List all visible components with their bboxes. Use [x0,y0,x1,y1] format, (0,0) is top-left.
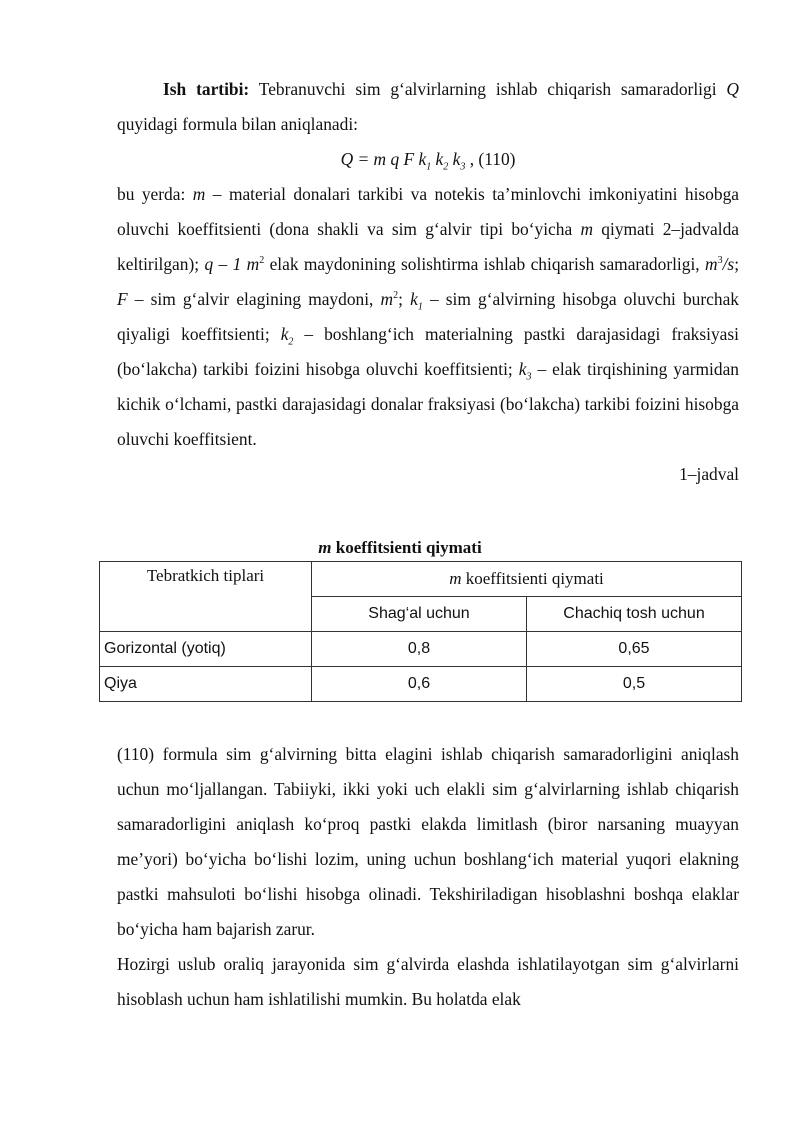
sub-1: 1 [417,301,423,313]
row-value-crushed: 0,5 [527,667,742,702]
def-text: – [213,254,233,274]
def-text: – material donalari tarkibi va notekis ta’minlovchi imkoniyatini hisobga oluvchi koeffitsienti (dona shakli va sim g‘alvir tipi bo‘yicha [117,184,739,239]
sub-3: 3 [526,371,532,383]
section-lead: Ish tartibi: [163,79,250,99]
var-m: m [580,219,594,239]
unit-m: m [705,254,718,274]
table-header-row [100,562,742,597]
unit-per-s: /s [722,254,735,274]
var-k: k [280,324,289,344]
var-m: m [192,184,206,204]
formula-sub3: 3 [460,161,466,173]
row-type: Qiya [100,667,312,702]
def-text: ; [398,289,411,309]
sub-2: 2 [288,336,294,348]
table-row [100,632,742,667]
header-crushed-stone: Chachiq tosh uchun [527,597,742,632]
formula-sub2: 2 [443,161,449,173]
header-gravel: Shag‘al uchun [312,597,527,632]
def-text: – sim g‘alvirning hisobga oluvchi burchak qiyaligi koeffitsienti; [117,289,739,344]
table-title-rest: koeffitsienti qiymati [331,538,482,557]
formula-sub1: 1 [426,161,432,173]
var-F: F [117,289,128,309]
table-title [0,538,800,558]
var-k: k [518,359,527,379]
paragraph-formula-purpose: (110) formula sim g‘alvirning bitta elagini ishlab chiqarish samaradorligini aniqlash uchun mo‘ljallangan. Tabiiyki, ikki yoki uch elakli sim g‘alvirlarning ishlab chiqarish samaradorligini aniqlash ko‘proq pastki elakda limitlash (biror narsaning muayyan me’yori) bo‘yicha bo‘lishi lozim, uning uchun boshlang‘ich material yuqori elakning pastki mahsuloti bo‘lishi hisobga olinadi. Tekshiriladigan hisoblashni boshqa elaklar bo‘yicha ham bajarish zarur. [117,744,739,939]
table-row [100,667,742,702]
def-text: – sim g‘alvir elagining maydoni, [127,289,381,309]
header-m-rest: koeffitsienti qiymati [461,569,604,588]
def-text: bu yerda: [117,184,193,204]
page-body-after-table [117,737,739,1017]
sup-2: 2 [393,290,399,302]
table-label: 1–jadval [679,464,739,484]
row-type: Gorizontal (yotiq) [100,632,312,667]
header-m: m [449,569,462,588]
formula-lhs: Q = m q F k [340,149,427,169]
var-q: Q [726,79,739,99]
row-value-gravel: 0,8 [312,632,527,667]
var-1m: 1 m [232,254,260,274]
formula-k2: k [431,149,444,169]
var-q-small: q [204,254,214,274]
definitions-paragraph [117,177,739,457]
header-vibrator-types: Tebratkich tiplari [100,562,312,632]
formula-number: , (110) [465,149,516,169]
var-k: k [410,289,418,309]
intro-paragraph [117,72,739,142]
def-text: qiymati 2–jadvalda keltirilgan); [117,219,739,274]
formula-110 [117,142,739,177]
page-body [117,72,739,492]
table-title-m: m [318,538,332,557]
def-text: ; [734,254,740,274]
def-text: elak maydonining solishtirma ishlab chiqarish samaradorligi, [264,254,706,274]
coefficient-table [99,561,742,702]
intro-text-end: quyidagi formula bilan aniqlanadi: [117,114,358,134]
header-m-coefficient [312,562,742,597]
formula-k3: k [448,149,461,169]
paragraph-method-note: Hozirgi uslub oraliq jarayonida sim g‘alvirda elashda ishlatilayotgan sim g‘alvirlarni hisoblash uchun ham ishlatilishi mumkin. Bu holatda elak [117,954,739,1009]
def-text: – elak tirqishining yarmidan kichik o‘lchami, pastki darajasidagi donalar fraksiyasi (bo‘lakcha) tarkibi foizini hisobga oluvchi koeffitsient. [117,359,739,449]
unit-m: m [380,289,394,309]
row-value-crushed: 0,65 [527,632,742,667]
def-text: – boshlang‘ich materialning pastki darajasidagi fraksiyasi (bo‘lakcha) tarkibi foizini hisobga oluvchi koeffitsienti; [117,324,739,379]
intro-text: Tebranuvchi sim g‘alvirlarning ishlab chiqarish samaradorligi [249,79,727,99]
sup-2: 2 [259,255,265,267]
sup-3: 3 [717,255,723,267]
row-value-gravel: 0,6 [312,667,527,702]
